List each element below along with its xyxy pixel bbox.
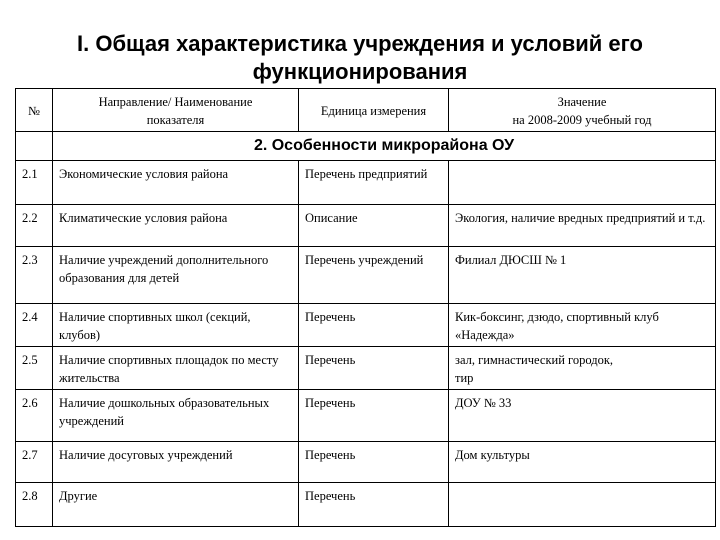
- table-row: [16, 161, 716, 205]
- row-value-line1: зал, гимнастический городок,: [455, 353, 614, 367]
- row-num: 2.4: [16, 304, 53, 347]
- row-value: Экология, наличие вредных предприятий и т.д.: [449, 205, 716, 247]
- table-row: [16, 347, 716, 390]
- row-unit: Перечень: [299, 304, 449, 347]
- table-row: [16, 483, 716, 527]
- table-row: [16, 247, 716, 304]
- header-direction-line2: показателя: [146, 113, 205, 127]
- row-value-line2: тир: [455, 371, 474, 385]
- row-indicator: Наличие спортивных площадок по месту жительства: [53, 347, 299, 390]
- row-num: 2.2: [16, 205, 53, 247]
- row-unit: Перечень: [299, 442, 449, 483]
- header-num: №: [16, 89, 53, 132]
- table-header-row: [16, 89, 716, 132]
- row-num: 2.5: [16, 347, 53, 390]
- table-row: [16, 304, 716, 347]
- row-value: ДОУ № 33: [449, 390, 716, 442]
- row-indicator: Наличие досуговых учреждений: [53, 442, 299, 483]
- row-value: Кик-боксинг, дзюдо, спортивный клуб «Надежда»: [449, 304, 716, 347]
- row-value: [449, 161, 716, 205]
- header-direction-line1: Направление/ Наименование: [98, 95, 253, 109]
- section-num-cell: [16, 132, 53, 161]
- header-value: [449, 89, 716, 132]
- row-indicator: Наличие учреждений дополнительного образования для детей: [53, 247, 299, 304]
- row-unit: Перечень предприятий: [299, 161, 449, 205]
- row-indicator: Климатические условия района: [53, 205, 299, 247]
- row-unit: Перечень: [299, 347, 449, 390]
- row-value: [449, 483, 716, 527]
- page-title: [0, 30, 720, 86]
- table-row: [16, 442, 716, 483]
- row-unit: Перечень: [299, 390, 449, 442]
- section-title: 2. Особенности микрорайона ОУ: [53, 132, 716, 161]
- row-num: 2.6: [16, 390, 53, 442]
- header-direction: [53, 89, 299, 132]
- row-indicator: Наличие спортивных школ (секций, клубов): [53, 304, 299, 347]
- row-value: Филиал ДЮСШ № 1: [449, 247, 716, 304]
- header-value-line2: на 2008-2009 учебный год: [512, 113, 652, 127]
- header-value-line1: Значение: [557, 95, 607, 109]
- row-indicator: Другие: [53, 483, 299, 527]
- row-num: 2.1: [16, 161, 53, 205]
- row-unit: Перечень учреждений: [299, 247, 449, 304]
- row-value: Дом культуры: [449, 442, 716, 483]
- row-num: 2.3: [16, 247, 53, 304]
- row-indicator: Экономические условия района: [53, 161, 299, 205]
- characteristics-table: [15, 88, 716, 527]
- table-row: [16, 205, 716, 247]
- row-indicator: Наличие дошкольных образовательных учреждений: [53, 390, 299, 442]
- row-unit: Перечень: [299, 483, 449, 527]
- header-unit: Единица измерения: [299, 89, 449, 132]
- row-unit: Описание: [299, 205, 449, 247]
- page-title-line2: функционирования: [252, 59, 468, 84]
- page-title-line1: I. Общая характеристика учреждения и условий его: [77, 31, 643, 56]
- section-row: [16, 132, 716, 161]
- row-num: 2.8: [16, 483, 53, 527]
- row-value: [449, 347, 716, 390]
- row-num: 2.7: [16, 442, 53, 483]
- table-row: [16, 390, 716, 442]
